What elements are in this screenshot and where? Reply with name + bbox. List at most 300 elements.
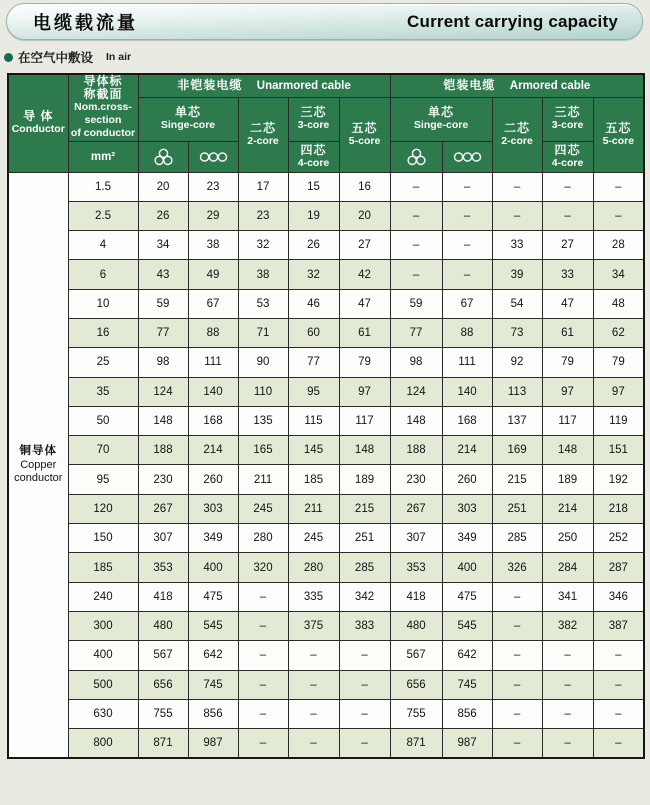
capacity-cell: 140 (188, 377, 238, 406)
armored-five-core-header (593, 97, 644, 172)
capacity-cell: 287 (593, 553, 644, 582)
capacity-cell: 285 (339, 553, 390, 582)
four-core-zh: 四芯 (300, 142, 327, 157)
size-cell: 2.5 (68, 201, 138, 230)
armored-trefoil-header (390, 141, 442, 172)
cross-section-zh1: 导体标 (83, 74, 123, 89)
capacity-cell: 284 (542, 553, 593, 582)
capacity-cell: 145 (288, 436, 339, 465)
table-row (8, 231, 644, 260)
capacity-cell: 47 (542, 289, 593, 318)
size-cell: 630 (68, 699, 138, 728)
capacity-cell: – (492, 699, 542, 728)
capacity-cell: 215 (339, 494, 390, 523)
capacity-cell: 61 (542, 318, 593, 347)
size-cell: 800 (68, 729, 138, 758)
armored-single-core-header (390, 97, 492, 141)
capacity-cell: 326 (492, 553, 542, 582)
two-core-zh: 二芯 (504, 120, 531, 135)
capacity-cell: 387 (593, 611, 644, 640)
cross-section-zh2: 称截面 (83, 87, 123, 102)
capacity-cell: 67 (442, 289, 492, 318)
trefoil-circles-icon (153, 148, 174, 166)
capacity-cell: 28 (593, 231, 644, 260)
size-cell: 70 (68, 436, 138, 465)
trefoil-circles-icon (406, 148, 427, 166)
capacity-cell: 42 (339, 260, 390, 289)
subtitle-zh: 在空气中敷设 (18, 51, 94, 65)
capacity-cell: 39 (492, 260, 542, 289)
capacity-cell: 43 (138, 260, 188, 289)
capacity-cell: 545 (442, 611, 492, 640)
capacity-cell: 67 (188, 289, 238, 318)
capacity-cell: – (238, 670, 288, 699)
conductor-header-en: Conductor (11, 123, 65, 136)
unarmored-flat-header (188, 141, 238, 172)
capacity-cell: 375 (288, 611, 339, 640)
single-core-en: Singe-core (413, 119, 469, 131)
unarmored-three-core-header (288, 97, 339, 141)
capacity-cell: 77 (288, 348, 339, 377)
capacity-cell: – (492, 670, 542, 699)
capacity-cell: 307 (138, 524, 188, 553)
capacity-cell: 214 (442, 436, 492, 465)
capacity-cell: – (390, 231, 442, 260)
capacity-cell: 111 (188, 348, 238, 377)
table-row (8, 465, 644, 494)
three-core-zh: 三芯 (554, 105, 581, 119)
capacity-cell: – (390, 172, 442, 201)
capacity-cell: – (593, 641, 644, 670)
single-core-zh: 单芯 (428, 105, 455, 119)
capacity-cell: 79 (542, 348, 593, 377)
conductor-type-cell (8, 172, 68, 758)
size-cell: 120 (68, 494, 138, 523)
capacity-cell: – (542, 729, 593, 758)
capacity-cell: 27 (339, 231, 390, 260)
capacity-cell: 148 (339, 436, 390, 465)
table-row (8, 641, 644, 670)
capacity-cell: – (442, 201, 492, 230)
capacity-cell: 113 (492, 377, 542, 406)
five-core-zh: 五芯 (605, 120, 632, 135)
single-core-en: Singe-core (160, 119, 216, 131)
capacity-cell: 349 (442, 524, 492, 553)
capacity-cell: 335 (288, 582, 339, 611)
capacity-cell: 745 (442, 670, 492, 699)
capacity-cell: 303 (442, 494, 492, 523)
capacity-cell: 34 (138, 231, 188, 260)
table-row (8, 260, 644, 289)
capacity-cell: 251 (492, 494, 542, 523)
unarmored-trefoil-header (138, 141, 188, 172)
table-row (8, 436, 644, 465)
capacity-cell: 135 (238, 406, 288, 435)
size-cell: 500 (68, 670, 138, 699)
capacity-cell: 33 (492, 231, 542, 260)
armored-two-core-header (492, 97, 542, 172)
capacity-cell: 987 (188, 729, 238, 758)
capacity-cell: 124 (138, 377, 188, 406)
conductor-type-line: conductor (14, 471, 63, 484)
capacity-cell: 567 (390, 641, 442, 670)
capacity-cell: – (593, 201, 644, 230)
capacity-cell: 140 (442, 377, 492, 406)
capacity-cell: 320 (238, 553, 288, 582)
capacity-cell: 285 (492, 524, 542, 553)
capacity-cell: 260 (442, 465, 492, 494)
size-cell: 50 (68, 406, 138, 435)
capacity-cell: – (238, 699, 288, 728)
size-cell: 35 (68, 377, 138, 406)
unarmored-five-core-header (339, 97, 390, 172)
table-row (8, 553, 644, 582)
capacity-cell: 400 (188, 553, 238, 582)
size-cell: 25 (68, 348, 138, 377)
capacity-cell: 245 (238, 494, 288, 523)
inline-circles-icon (453, 151, 482, 163)
capacity-cell: 117 (542, 406, 593, 435)
capacity-cell: 214 (542, 494, 593, 523)
table-row (8, 611, 644, 640)
capacity-cell: 92 (492, 348, 542, 377)
table-row (8, 406, 644, 435)
capacity-cell: 342 (339, 582, 390, 611)
capacity-cell: – (238, 641, 288, 670)
single-core-zh: 单芯 (174, 105, 201, 119)
size-cell: 240 (68, 582, 138, 611)
three-core-en: 3-core (297, 119, 330, 131)
size-cell: 1.5 (68, 172, 138, 201)
inline-circles-icon (199, 151, 228, 163)
capacity-cell: 27 (542, 231, 593, 260)
capacity-cell: 267 (390, 494, 442, 523)
capacity-cell: 32 (238, 231, 288, 260)
capacity-cell: 383 (339, 611, 390, 640)
capacity-cell: 871 (138, 729, 188, 758)
five-core-zh: 五芯 (351, 120, 378, 135)
capacity-cell: 211 (238, 465, 288, 494)
capacity-cell: 755 (390, 699, 442, 728)
four-core-en: 4-core (297, 156, 330, 169)
capacity-cell: 26 (288, 231, 339, 260)
capacity-cell: 382 (542, 611, 593, 640)
capacity-cell: 23 (238, 201, 288, 230)
capacity-cell: 215 (492, 465, 542, 494)
capacity-cell: 119 (593, 406, 644, 435)
capacity-cell: – (390, 201, 442, 230)
size-cell: 95 (68, 465, 138, 494)
unarmored-four-core-header (288, 141, 339, 172)
capacity-cell: 124 (390, 377, 442, 406)
armored-three-core-header (542, 97, 593, 141)
capacity-cell: 49 (188, 260, 238, 289)
capacity-cell: 79 (339, 348, 390, 377)
capacity-cell: 34 (593, 260, 644, 289)
capacity-cell: 53 (238, 289, 288, 318)
capacity-cell: 61 (339, 318, 390, 347)
capacity-cell: 115 (288, 406, 339, 435)
size-cell: 400 (68, 641, 138, 670)
capacity-cell: – (339, 699, 390, 728)
capacity-cell: 97 (593, 377, 644, 406)
capacity-cell: 111 (442, 348, 492, 377)
capacity-cell: 480 (390, 611, 442, 640)
page-title-zh: 电缆载流量 (33, 12, 138, 33)
capacity-cell: 148 (390, 406, 442, 435)
five-core-en: 5-core (602, 134, 635, 147)
capacity-cell: – (288, 699, 339, 728)
table-row (8, 699, 644, 728)
capacity-cell: – (593, 699, 644, 728)
capacity-cell: 26 (138, 201, 188, 230)
capacity-cell: – (238, 729, 288, 758)
capacity-cell: – (492, 729, 542, 758)
capacity-cell: 353 (138, 553, 188, 582)
table-row (8, 289, 644, 318)
capacity-cell: 656 (138, 670, 188, 699)
capacity-cell: 148 (138, 406, 188, 435)
capacity-cell: 79 (593, 348, 644, 377)
capacity-cell: 400 (442, 553, 492, 582)
capacity-cell: 245 (288, 524, 339, 553)
capacity-cell: 62 (593, 318, 644, 347)
section-subtitle (4, 48, 131, 66)
cross-section-en2: section (84, 114, 122, 127)
capacity-cell: 90 (238, 348, 288, 377)
capacity-cell: 642 (188, 641, 238, 670)
capacity-cell: 280 (288, 553, 339, 582)
page-title-en: Current carrying capacity (407, 11, 618, 31)
cross-section-en1: Nom.cross- (74, 101, 132, 114)
capacity-cell: 19 (288, 201, 339, 230)
conductor-type-line: 铜导体 (19, 444, 57, 457)
conductor-type-line: Copper (20, 458, 57, 471)
capacity-cell: – (542, 201, 593, 230)
table-row (8, 494, 644, 523)
capacity-cell: 33 (542, 260, 593, 289)
capacity-cell: 47 (339, 289, 390, 318)
capacity-cell: – (339, 641, 390, 670)
three-core-zh: 三芯 (300, 105, 327, 119)
capacity-cell: – (492, 201, 542, 230)
capacity-cell: – (442, 231, 492, 260)
capacity-cell: 137 (492, 406, 542, 435)
capacity-cell: 46 (288, 289, 339, 318)
capacity-cell: 230 (390, 465, 442, 494)
capacity-cell: 59 (390, 289, 442, 318)
capacity-cell: 117 (339, 406, 390, 435)
capacity-cell: 20 (138, 172, 188, 201)
capacity-cell: 188 (138, 436, 188, 465)
capacity-cell: 280 (238, 524, 288, 553)
table-row (8, 670, 644, 699)
armored-four-core-header (542, 141, 593, 172)
capacity-cell: 341 (542, 582, 593, 611)
capacity-cell: 88 (442, 318, 492, 347)
capacity-cell: 567 (138, 641, 188, 670)
capacity-cell: 346 (593, 582, 644, 611)
group-unarmored-en: Unarmored cable (256, 80, 351, 93)
table-row (8, 524, 644, 553)
capacity-cell: – (593, 172, 644, 201)
capacity-cell: 267 (138, 494, 188, 523)
size-cell: 16 (68, 318, 138, 347)
capacity-cell: 211 (288, 494, 339, 523)
capacity-cell: 252 (593, 524, 644, 553)
table-row (8, 729, 644, 758)
capacity-cell: 29 (188, 201, 238, 230)
size-cell: 185 (68, 553, 138, 582)
capacity-cell: 642 (442, 641, 492, 670)
unarmored-two-core-header (238, 97, 288, 172)
capacity-cell: – (593, 729, 644, 758)
capacity-cell: 97 (339, 377, 390, 406)
capacity-cell: 871 (390, 729, 442, 758)
table-row (8, 582, 644, 611)
capacity-cell: 303 (188, 494, 238, 523)
capacity-cell: 185 (288, 465, 339, 494)
capacity-cell: – (593, 670, 644, 699)
capacity-cell: 98 (138, 348, 188, 377)
capacity-cell: 110 (238, 377, 288, 406)
subtitle-en: In air (106, 51, 132, 63)
unarmored-single-core-header (138, 97, 238, 141)
capacity-cell: – (288, 670, 339, 699)
cross-section-en3: of conductor (70, 127, 136, 140)
capacity-cell: – (492, 611, 542, 640)
capacity-cell: 475 (442, 582, 492, 611)
capacity-cell: – (339, 670, 390, 699)
capacity-cell: – (390, 260, 442, 289)
capacity-table (7, 73, 645, 759)
capacity-cell: 230 (138, 465, 188, 494)
capacity-cell: 97 (542, 377, 593, 406)
capacity-cell: 151 (593, 436, 644, 465)
table-row (8, 201, 644, 230)
size-cell: 150 (68, 524, 138, 553)
capacity-cell: – (288, 729, 339, 758)
conductor-header-zh: 导 体 (23, 109, 54, 124)
capacity-cell: 23 (188, 172, 238, 201)
capacity-cell: 38 (238, 260, 288, 289)
group-armored-header (390, 74, 644, 97)
capacity-cell: 418 (138, 582, 188, 611)
capacity-cell: 48 (593, 289, 644, 318)
capacity-cell: 77 (138, 318, 188, 347)
capacity-cell: 188 (390, 436, 442, 465)
capacity-cell: 95 (288, 377, 339, 406)
capacity-cell: – (542, 699, 593, 728)
capacity-cell: 15 (288, 172, 339, 201)
capacity-cell: 192 (593, 465, 644, 494)
capacity-cell: 475 (188, 582, 238, 611)
capacity-cell: 17 (238, 172, 288, 201)
table-body (8, 172, 644, 758)
size-cell: 300 (68, 611, 138, 640)
capacity-cell: 60 (288, 318, 339, 347)
table-row (8, 348, 644, 377)
capacity-cell: 353 (390, 553, 442, 582)
table-row (8, 318, 644, 347)
two-core-zh: 二芯 (249, 120, 276, 135)
armored-flat-header (442, 141, 492, 172)
size-cell: 4 (68, 231, 138, 260)
table-row (8, 172, 644, 201)
capacity-cell: – (288, 641, 339, 670)
capacity-cell: 418 (390, 582, 442, 611)
four-core-zh: 四芯 (554, 142, 581, 157)
capacity-cell: – (492, 641, 542, 670)
capacity-cell: – (542, 172, 593, 201)
capacity-cell: 251 (339, 524, 390, 553)
capacity-cell: 165 (238, 436, 288, 465)
capacity-cell: 349 (188, 524, 238, 553)
capacity-cell: 169 (492, 436, 542, 465)
capacity-cell: 98 (390, 348, 442, 377)
two-core-en: 2-core (501, 134, 533, 147)
two-core-en: 2-core (247, 134, 279, 147)
four-core-en: 4-core (551, 156, 584, 169)
conductor-header (8, 74, 68, 172)
capacity-cell: 480 (138, 611, 188, 640)
capacity-cell: 218 (593, 494, 644, 523)
group-armored-zh: 铠装电缆 (443, 78, 496, 93)
capacity-cell: 16 (339, 172, 390, 201)
unit-label: mm² (90, 151, 116, 163)
capacity-cell: 32 (288, 260, 339, 289)
capacity-cell: 755 (138, 699, 188, 728)
capacity-cell: 260 (188, 465, 238, 494)
capacity-cell: – (238, 582, 288, 611)
size-cell: 10 (68, 289, 138, 318)
capacity-cell: 168 (188, 406, 238, 435)
group-unarmored-zh: 非铠装电缆 (177, 78, 243, 93)
capacity-cell: 71 (238, 318, 288, 347)
group-armored-en: Armored cable (509, 80, 591, 93)
group-unarmored-header (138, 74, 390, 97)
capacity-cell: 656 (390, 670, 442, 699)
capacity-cell: 20 (339, 201, 390, 230)
capacity-cell: 856 (188, 699, 238, 728)
capacity-cell: 214 (188, 436, 238, 465)
page-title-bar (6, 3, 643, 40)
capacity-cell: – (542, 670, 593, 699)
capacity-cell: – (442, 260, 492, 289)
capacity-cell: 745 (188, 670, 238, 699)
capacity-cell: 168 (442, 406, 492, 435)
capacity-cell: 54 (492, 289, 542, 318)
cross-section-header (68, 74, 138, 141)
capacity-cell: 545 (188, 611, 238, 640)
capacity-cell: – (238, 611, 288, 640)
capacity-cell: 189 (339, 465, 390, 494)
capacity-cell: 856 (442, 699, 492, 728)
capacity-cell: – (542, 641, 593, 670)
bullet-icon (4, 53, 13, 62)
capacity-cell: – (492, 172, 542, 201)
five-core-en: 5-core (348, 134, 381, 147)
capacity-cell: – (492, 582, 542, 611)
capacity-cell: 73 (492, 318, 542, 347)
three-core-en: 3-core (551, 119, 584, 131)
size-cell: 6 (68, 260, 138, 289)
capacity-cell: 77 (390, 318, 442, 347)
capacity-cell: 88 (188, 318, 238, 347)
capacity-cell: – (339, 729, 390, 758)
capacity-cell: 148 (542, 436, 593, 465)
capacity-cell: 59 (138, 289, 188, 318)
